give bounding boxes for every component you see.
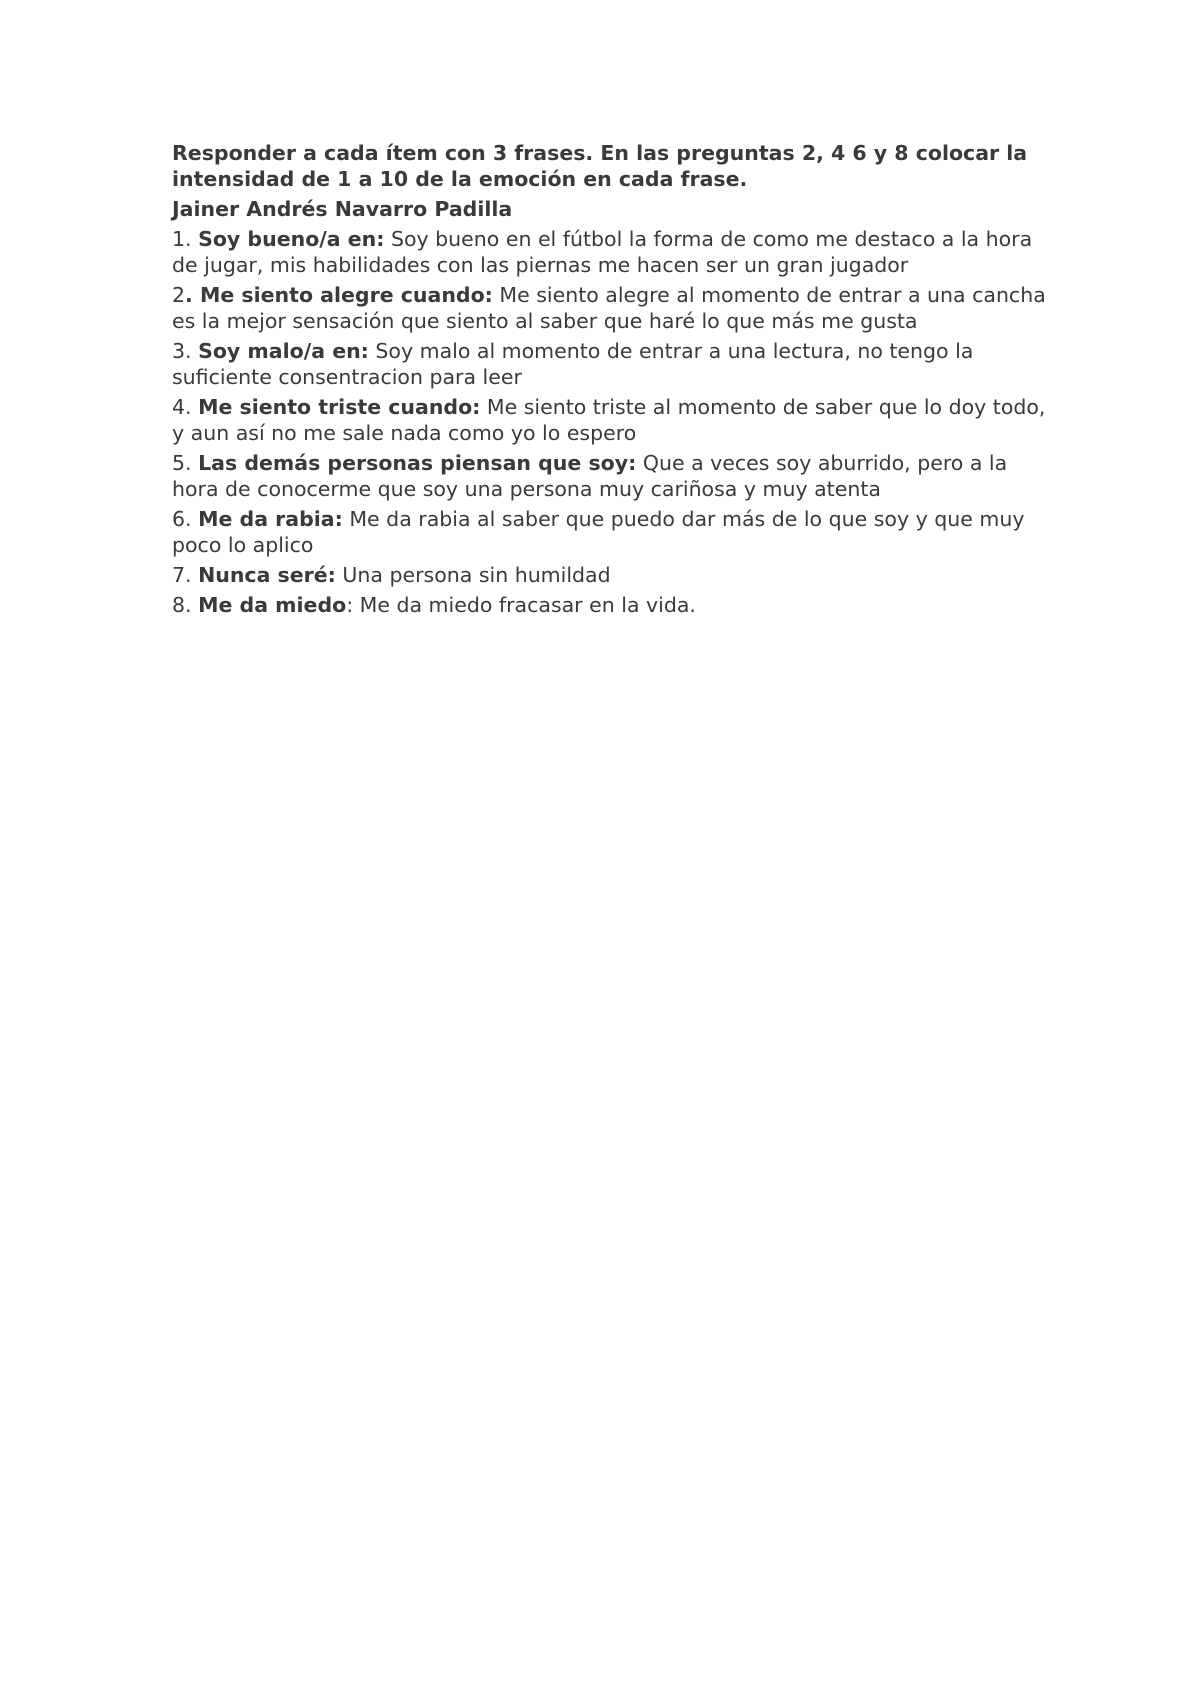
author-name: Jainer Andrés Navarro Padilla [172,197,513,221]
item-answer: Una persona sin humildad [335,563,611,587]
item-label: Me da miedo [198,593,347,617]
item-answer: Que a veces soy aburrido, pero a la hora de conocerme que soy una persona muy cariñosa y muy atenta [172,451,1008,501]
item-label: Me da rabia: [198,507,343,531]
item-answer: Me siento alegre al momento de entrar a una cancha es la mejor sensación que siento al saber que haré lo que más me gusta [172,283,1046,333]
item-number: 3. [172,339,199,363]
item-label: Soy bueno/a en: [198,227,385,251]
item-answer: Me da rabia al saber que puedo dar más de lo que soy y que muy poco lo aplico [172,507,1025,557]
item-number: 8. [172,593,199,617]
item-answer: Soy bueno en el fútbol la forma de como me destaco a la hora de jugar, mis habilidades con las piernas me hacen ser un gran jugador [172,227,1033,277]
instructions-heading: Responder a cada ítem con 3 frases. En las preguntas 2, 4 6 y 8 colocar la intensidad de 1 a 10 de la emoción en cada frase. [172,141,1028,191]
list-item [172,450,1052,502]
list-item [172,282,1052,334]
document-body [172,140,1052,622]
list-item [172,394,1052,446]
list-item [172,506,1052,558]
item-answer: Soy malo al momento de entrar a una lectura, no tengo la suficiente consentracion para leer [172,339,974,389]
item-answer: : Me da miedo fracasar en la vida. [346,593,696,617]
item-label: . Me siento alegre cuando: [185,283,493,307]
item-number: 2 [172,283,186,307]
item-number: 6. [172,507,199,531]
item-label: Nunca seré: [198,563,336,587]
item-answer: Me siento triste al momento de saber que lo doy todo, y aun así no me sale nada como yo lo espero [172,395,1046,445]
list-item [172,338,1052,390]
list-item [172,562,1052,588]
item-number: 7. [172,563,199,587]
item-number: 1. [172,227,199,251]
item-label: Me siento triste cuando: [198,395,481,419]
item-label: Las demás personas piensan que soy: [198,451,637,475]
list-item [172,226,1052,278]
item-number: 4. [172,395,199,419]
item-number: 5. [172,451,199,475]
list-item [172,592,1052,618]
item-label: Soy malo/a en: [198,339,369,363]
